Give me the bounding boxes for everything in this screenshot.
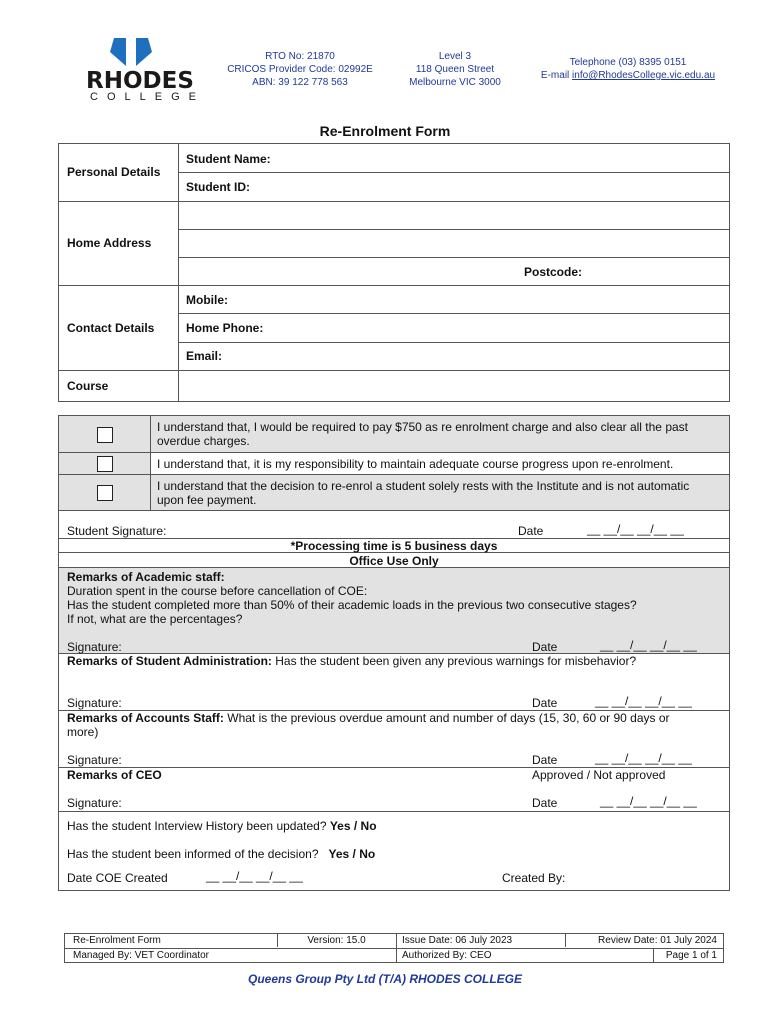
footer-managed-by: Managed By: VET Coordinator <box>73 950 210 961</box>
document-control-table <box>64 933 724 963</box>
administration-heading: Remarks of Student Administration: <box>67 654 272 668</box>
student-signature-label[interactable]: Student Signature: <box>67 524 167 538</box>
academic-line: Duration spent in the course before cancellation of COE: <box>67 584 368 598</box>
acknowledgement-row <box>59 475 729 511</box>
declaration-table <box>58 415 730 891</box>
acknowledgement-row <box>59 453 729 475</box>
student-details-table <box>58 143 730 402</box>
accounts-date-blank[interactable]: __ __/__ __/__ __ <box>595 751 692 765</box>
footer-form-name: Re-Enrolment Form <box>73 935 161 946</box>
personal-details-label: Personal Details <box>67 165 161 179</box>
ceo-signature[interactable]: Signature: <box>67 796 122 810</box>
coe-created-label: Date COE Created <box>67 871 168 885</box>
administration-date-label: Date <box>532 696 558 710</box>
accounts-date-label: Date <box>532 753 558 767</box>
interview-question: Has the student Interview History been updated? Yes / No <box>67 819 377 833</box>
footer-authorized-by: Authorized By: CEO <box>402 950 492 961</box>
academic-line: Has the student completed more than 50% of their academic loads in the previous two consecutive stages? <box>67 598 637 612</box>
acknowledgement-text: I understand that, it is my responsibility to maintain adequate course progress upon re-enrolment. <box>157 457 674 471</box>
administration-remarks-section <box>59 654 729 711</box>
logo-wordmark: RHODES <box>86 68 194 94</box>
processing-time: *Processing time is 5 business days <box>290 539 498 553</box>
contact-info: Telephone (03) 8395 0151 E-mail info@RhodesCollege.vic.edu.au <box>528 56 728 82</box>
checkbox[interactable] <box>97 456 113 472</box>
home-address-label: Home Address <box>67 236 152 250</box>
address-line-1-field[interactable] <box>179 202 729 229</box>
administration-signature[interactable]: Signature: <box>67 696 122 710</box>
ceo-approval[interactable]: Approved / Not approved <box>532 768 666 782</box>
informed-answer[interactable]: Yes / No <box>328 847 376 861</box>
acknowledgement-row <box>59 416 729 453</box>
checkbox[interactable] <box>97 485 113 501</box>
footer-issue-date: Issue Date: 06 July 2023 <box>402 935 513 946</box>
administration-question: Has the student been given any previous warnings for misbehavior? <box>271 654 637 668</box>
created-by-label[interactable]: Created By: <box>502 871 566 885</box>
company-name: Queens Group Pty Ltd (T/A) RHODES COLLEGE <box>247 972 522 986</box>
student-name-field[interactable]: Student Name: <box>186 152 271 166</box>
postcode-field[interactable]: Postcode: <box>524 265 583 279</box>
footer-version: Version: 15.0 <box>307 935 366 946</box>
course-field[interactable] <box>179 371 729 401</box>
address-line-2-field[interactable] <box>179 230 729 257</box>
academic-heading: Remarks of Academic staff: <box>67 570 225 584</box>
logo-subtitle: COLLEGE <box>90 91 205 103</box>
ceo-date-blank[interactable]: __ __/__ __/__ __ <box>600 794 697 808</box>
footer-page: Page 1 of 1 <box>665 950 717 961</box>
telephone: Telephone (03) 8395 0151 <box>569 57 687 68</box>
administration-date-blank[interactable]: __ __/__ __/__ __ <box>595 694 692 708</box>
accounts-remarks-section <box>59 711 729 768</box>
academic-date-blank[interactable]: __ __/__ __/__ __ <box>600 638 697 652</box>
home-phone-field[interactable]: Home Phone: <box>186 321 264 335</box>
ceo-date-label: Date <box>532 796 558 810</box>
academic-signature[interactable]: Signature: <box>67 640 122 654</box>
ceo-heading: Remarks of CEO <box>67 768 162 782</box>
address-info: Level 3 118 Queen Street Melbourne VIC 3000 <box>409 51 501 88</box>
interview-answer[interactable]: Yes / No <box>329 819 377 833</box>
date-blank[interactable]: __ __/__ __/__ __ <box>587 522 684 536</box>
accounts-question-cont: more) <box>67 725 99 739</box>
accounts-signature[interactable]: Signature: <box>67 753 122 767</box>
informed-question: Has the student been informed of the decision? Yes / No <box>67 847 376 861</box>
rto-info: RTO No: 21870 CRICOS Provider Code: 02992E ABN: 39 122 778 563 <box>227 51 373 88</box>
mobile-field[interactable]: Mobile: <box>186 293 228 307</box>
academic-remarks-section <box>59 568 729 654</box>
course-label: Course <box>67 379 109 393</box>
academic-line: If not, what are the percentages? <box>67 612 243 626</box>
student-id-field[interactable]: Student ID: <box>186 180 250 194</box>
office-use-row <box>59 553 729 568</box>
email-field[interactable]: Email: <box>186 349 223 363</box>
processing-row <box>59 539 729 553</box>
footer-review-date: Review Date: 01 July 2024 <box>598 935 717 946</box>
checkbox[interactable] <box>97 427 113 443</box>
acknowledgement-text: I understand that the decision to re-enrol a student solely rests with the Institute and is not automatic upon fee payment. <box>157 479 690 507</box>
contact-details-label: Contact Details <box>67 321 155 335</box>
academic-date-label: Date <box>532 640 558 654</box>
office-use-heading: Office Use Only <box>349 554 439 568</box>
form-title: Re-Enrolment Form <box>319 123 451 139</box>
accounts-heading: Remarks of Accounts Staff: <box>67 711 224 725</box>
accounts-question: What is the previous overdue amount and number of days (15, 30, 60 or 90 days or <box>223 711 670 725</box>
acknowledgement-text: I understand that, I would be required to pay $750 as re enrolment charge and also clear all the past overdue charges. <box>157 420 688 448</box>
coe-date-blank[interactable]: __ __/__ __/__ __ <box>206 869 303 883</box>
student-signature-row <box>59 511 729 539</box>
email-link[interactable]: info@RhodesCollege.vic.edu.au <box>572 70 716 81</box>
date-label: Date <box>518 524 544 538</box>
ceo-remarks-section <box>59 768 729 812</box>
